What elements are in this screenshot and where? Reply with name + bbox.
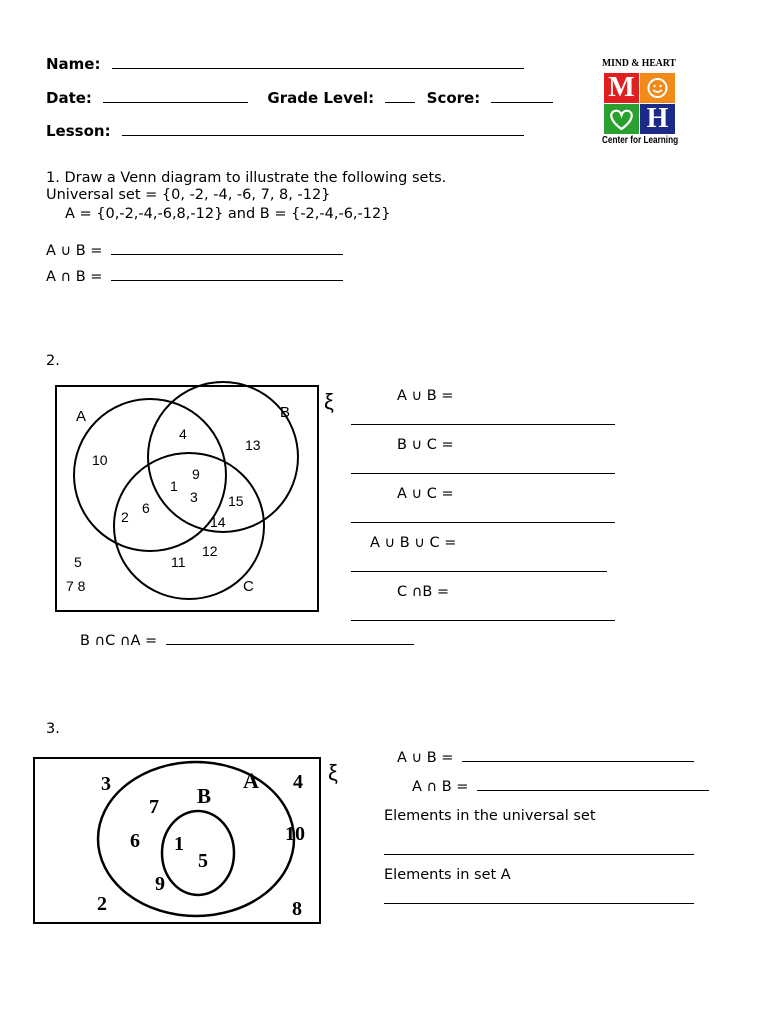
logo-m-tile <box>604 73 639 103</box>
q2-question-4: A ∪ B ∪ C = <box>370 535 457 551</box>
logo-letter-m: M <box>608 72 635 103</box>
q2-num-4: 4 <box>179 426 187 442</box>
logo-bottom-text: Center for Learning <box>602 135 679 146</box>
q2-question-3: A ∪ C = <box>397 486 454 502</box>
q3-union-row <box>397 750 694 766</box>
q2-bottom-row <box>80 633 414 649</box>
q2-question-2: B ∪ C = <box>397 437 454 453</box>
grade-level-field[interactable] <box>385 101 415 103</box>
lesson-field[interactable] <box>122 134 524 136</box>
q3-union-answer[interactable] <box>462 760 694 762</box>
logo-h-tile <box>640 104 675 134</box>
q1-intersection-answer[interactable] <box>111 279 343 281</box>
q2-question-5: C ∩B = <box>397 584 450 600</box>
q1-instruction: 1. Draw a Venn diagram to illustrate the following sets. <box>46 170 447 186</box>
q3-union-label: A ∪ B = <box>397 750 454 766</box>
mind-heart-logo <box>602 57 678 149</box>
q2-num-2: 2 <box>121 509 129 525</box>
q3-set-a-answer[interactable] <box>384 903 694 904</box>
q3-label-b: B <box>197 784 212 808</box>
q3-universal-prompt: Elements in the universal set <box>384 808 596 824</box>
q2-answer-5[interactable] <box>351 620 615 621</box>
q2-num-7-8: 7 8 <box>66 578 86 594</box>
q3-num-3: 3 <box>101 773 111 795</box>
date-row <box>46 89 553 107</box>
name-label: Name: <box>46 55 101 73</box>
grade-level-label: Grade Level: <box>267 89 375 107</box>
q1-intersection-row <box>46 269 343 285</box>
q3-num-1: 1 <box>174 833 184 855</box>
q3-universal-xi: ξ <box>328 760 338 785</box>
q2-universal-rect <box>56 386 318 611</box>
q2-universal-xi: ξ <box>324 389 334 414</box>
q2-num-10: 10 <box>92 452 108 468</box>
logo-sun-tile <box>640 73 675 103</box>
date-label: Date: <box>46 89 92 107</box>
q2-bottom-question: B ∩C ∩A = <box>80 633 158 649</box>
q3-label: 3. <box>46 721 60 737</box>
lesson-label: Lesson: <box>46 122 111 140</box>
q3-num-10: 10 <box>285 823 305 845</box>
q3-venn-diagram <box>30 752 350 927</box>
q2-answer-1[interactable] <box>351 424 615 425</box>
q2-num-15: 15 <box>228 493 244 509</box>
q2-num-11: 11 <box>171 554 186 570</box>
q3-num-2: 2 <box>97 893 107 915</box>
q1-union-answer[interactable] <box>111 253 343 255</box>
q2-num-3: 3 <box>190 489 198 505</box>
date-field[interactable] <box>103 101 248 103</box>
q3-num-9: 9 <box>155 873 165 895</box>
q3-num-5: 5 <box>198 850 208 872</box>
q1-intersection-label: A ∩ B = <box>46 269 103 285</box>
q2-answer-3[interactable] <box>351 522 615 523</box>
sun-face-icon <box>640 73 675 103</box>
q2-venn-diagram <box>50 380 345 620</box>
name-row <box>46 55 524 73</box>
q2-num-6: 6 <box>142 500 150 516</box>
q2-num-9: 9 <box>192 466 200 482</box>
q3-intersection-label: A ∩ B = <box>412 779 469 795</box>
q2-label: 2. <box>46 353 60 369</box>
lesson-row <box>46 122 524 140</box>
q2-num-5: 5 <box>74 554 82 570</box>
q3-num-8: 8 <box>292 898 302 920</box>
q2-answer-4[interactable] <box>351 571 607 572</box>
q1-universal-set: Universal set = {0, -2, -4, -6, 7, 8, -12} <box>46 187 331 203</box>
q3-universal-answer[interactable] <box>384 854 694 855</box>
q2-label-a: A <box>76 408 87 425</box>
q2-num-1: 1 <box>170 478 178 494</box>
q2-label-c: C <box>243 578 254 595</box>
heart-icon <box>604 104 639 134</box>
q1-sets-a-b: A = {0,-2,-4,-6,8,-12} and B = {-2,-4,-6,-12} <box>65 206 391 222</box>
q2-bottom-answer[interactable] <box>166 643 414 645</box>
q2-num-12: 12 <box>202 543 218 559</box>
score-field[interactable] <box>491 101 553 103</box>
score-label: Score: <box>426 89 481 107</box>
q3-num-6: 6 <box>130 830 140 852</box>
logo-top-text: MIND & HEART <box>602 57 676 69</box>
logo-heart-tile <box>604 104 639 134</box>
q3-num-7: 7 <box>149 796 159 818</box>
q2-answer-2[interactable] <box>351 473 615 474</box>
q2-question-1: A ∪ B = <box>397 388 454 404</box>
q3-intersection-row <box>412 779 709 795</box>
q1-union-label: A ∪ B = <box>46 243 103 259</box>
q3-num-4: 4 <box>293 771 303 793</box>
q2-num-14: 14 <box>210 514 226 530</box>
q3-label-a: A <box>243 768 259 793</box>
q2-num-13: 13 <box>245 437 261 453</box>
q3-set-a-prompt: Elements in set A <box>384 867 511 883</box>
q1-union-row <box>46 243 343 259</box>
name-field[interactable] <box>112 67 524 69</box>
logo-letter-h: H <box>646 103 669 134</box>
q2-label-b: B <box>280 404 291 421</box>
q3-intersection-answer[interactable] <box>477 789 709 791</box>
